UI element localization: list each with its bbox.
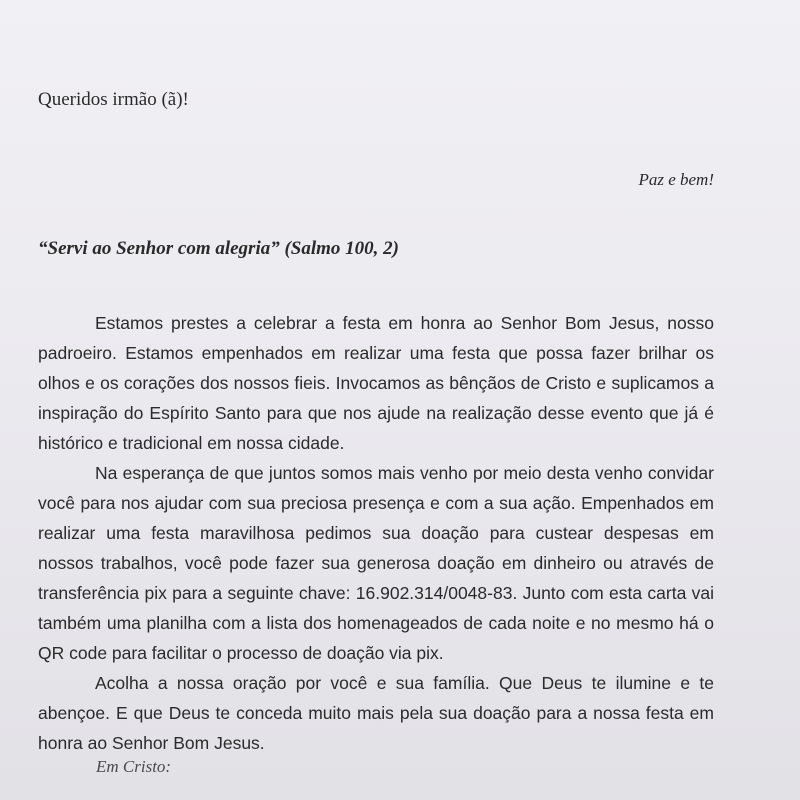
letter-closing: Em Cristo: xyxy=(96,757,172,776)
letter-greeting: Queridos irmão (ã)! xyxy=(38,89,189,110)
paragraph-blessing: Acolha a nossa oração por você e sua família. Que Deus te ilumine e te abençoe. E que Deus te conceda muito mais pela sua doação para a nossa festa em honra ao Senhor Bom Jesus. xyxy=(38,673,714,753)
letter-body xyxy=(38,308,714,758)
paragraph-donation-request: Na esperança de que juntos somos mais venho por meio desta venho convidar você para nos ajudar com sua preciosa presença e com a sua ação. Empenhados em realizar uma festa maravilhosa pedimos sua doação para custear despesas em nossos trabalhos, você pode fazer sua generosa doação em dinheiro ou através de transferência pix para a seguinte chave: 16.902.314/0048-83. Junto com esta carta vai também uma planilha com a lista dos homenageados de cada noite e no mesmo há o QR code para facilitar o processo de doação via pix. xyxy=(38,463,714,663)
letter-salutation: Paz e bem! xyxy=(638,170,714,189)
paragraph-celebration: Estamos prestes a celebrar a festa em honra ao Senhor Bom Jesus, nosso padroeiro. Estamos empenhados em realizar uma festa que possa fazer brilhar os olhos e os corações dos nossos fieis. Invocamos as bênçãos de Cristo e suplicamos a inspiração do Espírito Santo para que nos ajude na realização desse evento que já é histórico e tradicional em nossa cidade. xyxy=(38,313,714,453)
bible-verse: “Servi ao Senhor com alegria” (Salmo 100, 2) xyxy=(38,238,400,259)
